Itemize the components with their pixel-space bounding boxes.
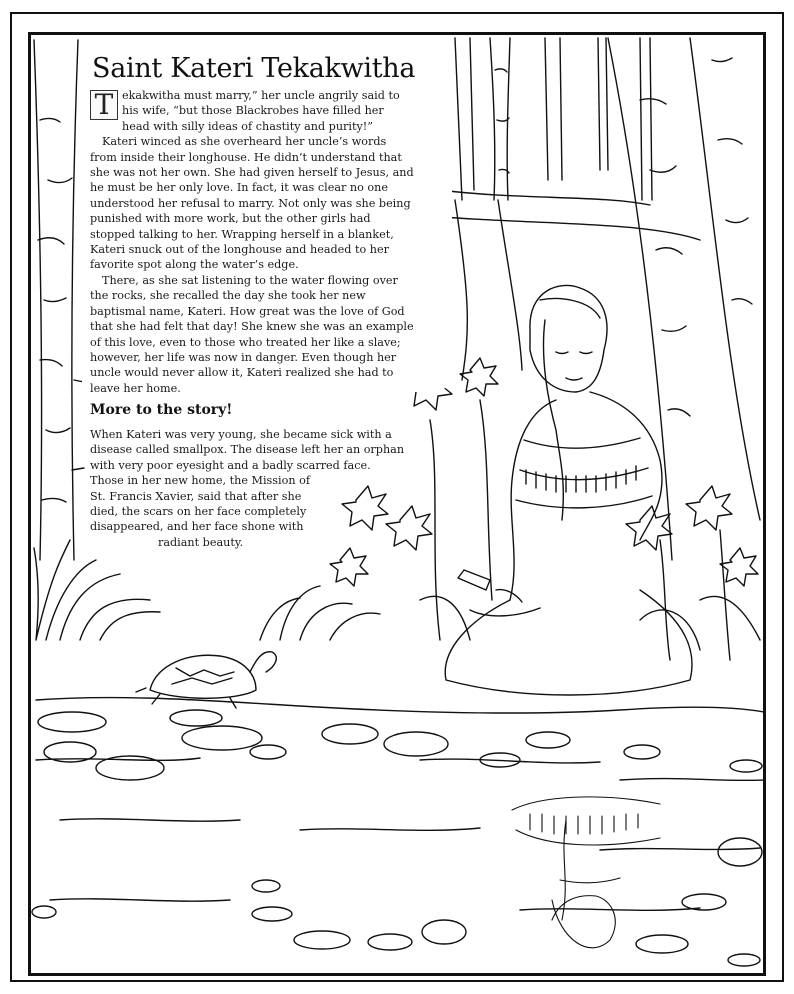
page-title: Saint Kateri Tekakwitha — [92, 53, 416, 84]
more-line: disappeared, and her face shone with — [90, 520, 304, 534]
river-stones — [32, 710, 762, 966]
left-grass — [34, 540, 380, 640]
more-line: with very poor eyesight and a badly scarred face. — [90, 458, 371, 472]
more-line: died, the scars on her face completely — [90, 505, 307, 519]
more-to-story-heading: More to the story! — [90, 402, 233, 418]
left-birch-tree — [34, 40, 84, 560]
story-paragraph-2: Kateri winced as she overheard her uncle’s words from inside their longhouse. He didn’t understand that she was not her own. She had given herself to Jesus, and he must be her only love. In fact, it was clear no one understood her refusal to marry. Not only was she being punished with more work, but the other girls had stopped talking to her. Wrapping herself in a blanket, Kateri snuck out of the longhouse and headed to her favorite spot along the water’s edge. — [90, 135, 414, 272]
story-paragraph-3: There, as she sat listening to the water flowing over the rocks, she recalled the day she took her new baptismal name, Kateri. How great was the love of God that she had felt that day! She knew she was an example of this love, even to those who treated her like a slave; however, her life was now in danger. Even though her uncle would never allow it, Kateri realized she had to leave her home. — [90, 273, 414, 395]
more-line: When Kateri was very young, she became sick with a — [90, 428, 392, 441]
more-line: Those in her new home, the Mission of — [90, 474, 310, 488]
story-paragraph-1 — [90, 88, 414, 134]
drop-cap: T — [90, 90, 118, 120]
more-line: disease called smallpox. The disease left her an orphan — [90, 443, 405, 457]
water-reflection — [512, 797, 660, 948]
more-line: St. Francis Xavier, said that after she — [90, 489, 302, 503]
background-trees — [420, 38, 700, 240]
more-to-story-text — [90, 427, 405, 550]
more-line: radiant beauty. — [158, 535, 244, 549]
riverbank-and-water — [36, 698, 764, 911]
story-paragraph-1-text: ekakwitha must marry,” her uncle angrily said to his wife, “but those Blackrobes have filled her head with silly ideas of chastity and purity!” — [122, 89, 400, 133]
turtle — [136, 652, 276, 708]
story-text — [90, 88, 414, 396]
kateri-figure — [445, 285, 692, 695]
